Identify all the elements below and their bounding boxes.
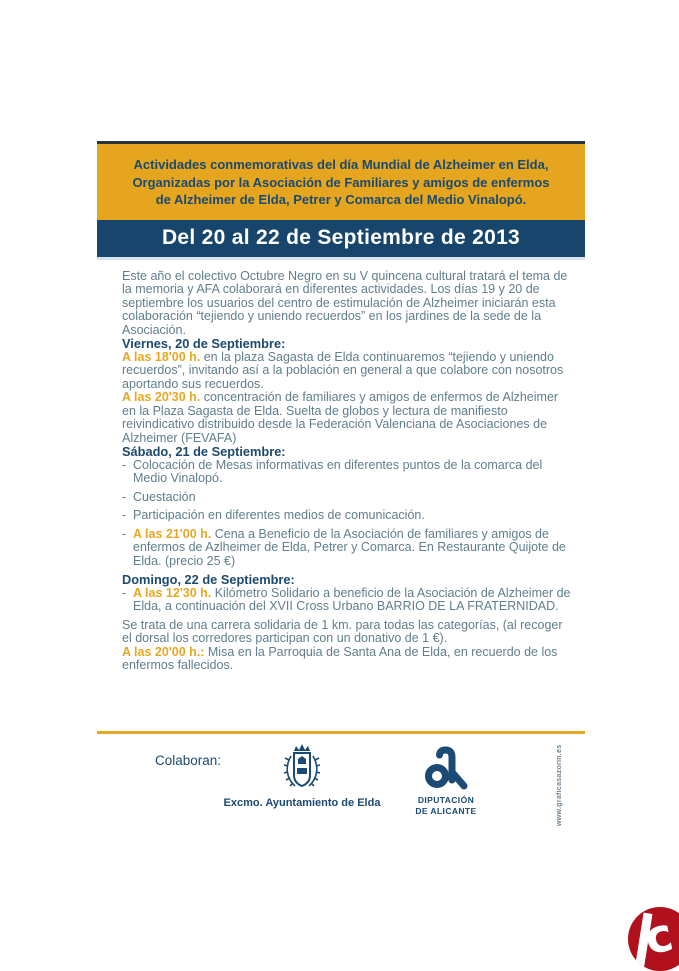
saturday-item-2 <box>122 491 573 505</box>
flyer-title <box>97 141 585 220</box>
diputacion-alicante-logo-block <box>398 745 494 816</box>
saturday-section-title: Sábado, 21 de Septiembre: <box>122 444 286 459</box>
saturday-item-3 <box>122 509 573 523</box>
sunday-note: Se trata de una carrera solidaria de 1 km. para todas las categorías, (al recoger el dorsal los corredores participan con un donativo de 1 €). <box>122 617 563 645</box>
elda-coat-of-arms-icon <box>222 742 382 794</box>
saturday-item-4-time: A las 21'00 h. <box>133 526 212 541</box>
flyer-title-line3: de Alzheimer de Elda, Petrer y Comarca del Medio Vinalopó. <box>155 192 527 207</box>
sunday-item-1-body: Kilómetro Solidario a beneficio de la Asociación de Alzheimer de Elda, a continuación del XVII Cross Urbano BARRIO DE LA FRATERNIDAD. <box>133 585 571 613</box>
flyer-body <box>97 260 585 673</box>
intro-paragraph: Este año el colectivo Octubre Negro en su V quincena cultural tratará el tema de la memoria y AFA colaborará en diferentes actividades. Los días 19 y 20 de septiembre los usuarios del centro de estimulación de Alzheimer iniciarán esta colaboración “tejiendo y uniendo recuerdos” en los jardines de la sede de la Asociación. <box>122 268 568 337</box>
friday-event-2 <box>122 391 573 445</box>
dash-bullet: - <box>122 457 127 472</box>
sunday-section-title: Domingo, 22 de Septiembre: <box>122 572 295 587</box>
saturday-item-4 <box>122 528 573 569</box>
saturday-item-4-body: Cena a Beneficio de la Asociación de familiares y amigos de enfermos de Azlheimer de Elda, Petrer y Comarca. En Restaurante Quijote de Elda. (precio 25 €) <box>133 526 566 568</box>
friday-event-1-time: A las 18'00 h. <box>122 349 201 364</box>
sunday-item-1-text <box>133 587 573 614</box>
sunday-event-2-text: Misa en la Parroquia de Santa Ana de Elda, en recuerdo de los enfermos fallecidos. <box>122 644 558 672</box>
flyer-title-line1: Actividades conmemorativas del día Mundial de Alzheimer en Elda, <box>133 157 549 172</box>
saturday-item-4-text <box>133 528 573 569</box>
date-band: Del 20 al 22 de Septiembre de 2013 <box>97 220 585 260</box>
sunday-item-1 <box>122 587 573 614</box>
dash-bullet: - <box>122 585 127 600</box>
dash-bullet: - <box>122 508 127 522</box>
flyer <box>97 141 585 673</box>
friday-event-1-text: en la plaza Sagasta de Elda continuaremos “tejiendo y uniendo recuerdos”, invitando así a la población en general a que colabore con nosotros aportando sus recuerdos. <box>122 349 564 391</box>
sunday-event-2-time: A las 20'00 h.: <box>122 644 205 659</box>
friday-section-title: Viernes, 20 de Septiembre: <box>122 336 286 351</box>
saturday-item-1 <box>122 459 573 486</box>
diputacion-label-line2: DE ALICANTE <box>415 805 477 816</box>
friday-event-2-text: concentración de familiares y amigos de enfermos de Alzheimer en la Plaza Sagasta de Elda. Suelta de globos y lectura de manifiesto reivindicativo distribuido desde la Federación Valenciana de Asociaciones de Alzheimer (FEVAFA) <box>122 390 559 445</box>
saturday-item-2-text: Cuestación <box>133 489 196 504</box>
colaboran-label: Colaboran: <box>155 753 222 768</box>
diputacion-label <box>398 795 494 816</box>
flyer-title-line2: Organizadas por la Asociación de Familiares y amigos de enfermos <box>132 174 550 190</box>
saturday-item-1-text: Colocación de Mesas informativas en diferentes puntos de la comarca del Medio Vinalopó. <box>133 457 543 485</box>
printer-website-vertical-text: www.graficasazorin.es <box>556 744 563 826</box>
sunday-item-1-time: A las 12'30 h. <box>133 585 212 600</box>
friday-event-2-time: A las 20'30 h. <box>122 390 201 404</box>
diputacion-alicante-logo-icon <box>398 745 494 791</box>
dash-bullet: - <box>122 526 127 541</box>
ayuntamiento-elda-logo-block <box>222 742 382 809</box>
diputacion-label-line1: DIPUTACIÓN <box>417 795 475 805</box>
friday-event-1 <box>122 351 573 392</box>
printer-logo-badge <box>628 907 679 971</box>
sunday-event-2 <box>122 646 573 673</box>
footer-divider <box>97 731 585 734</box>
dash-bullet: - <box>122 489 127 504</box>
badge-c-glyph: c <box>639 907 678 966</box>
saturday-item-3-text: Participación en diferentes medios de comunicación. <box>133 508 425 522</box>
elda-label: Excmo. Ayuntamiento de Elda <box>223 797 381 809</box>
